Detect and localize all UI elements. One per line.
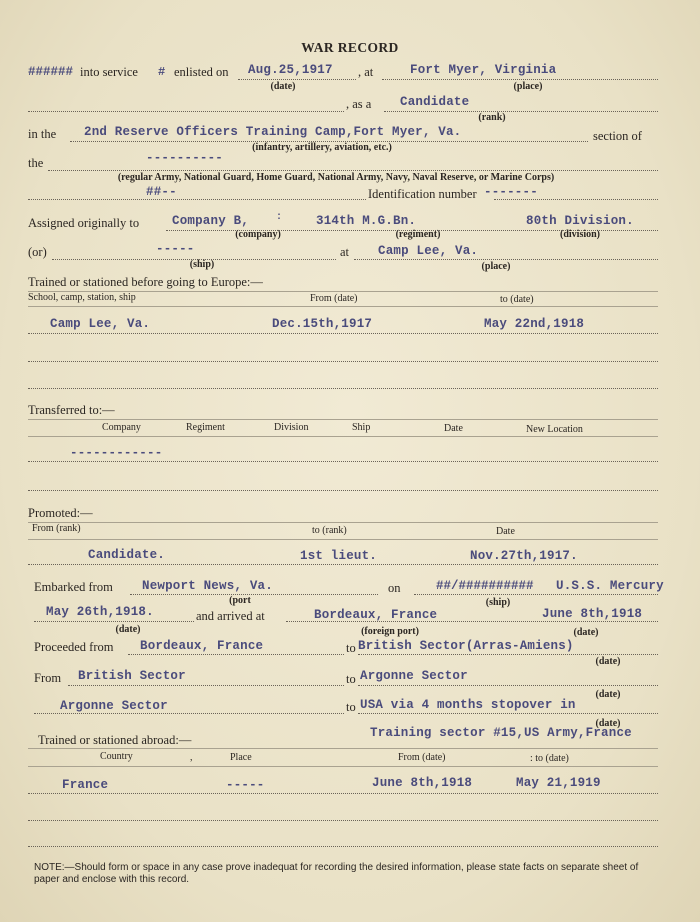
assigned-label: Assigned originally to <box>28 216 140 230</box>
division-caption: (division) <box>559 229 601 240</box>
school-line-2 <box>28 361 658 362</box>
trained-before-heading: Trained or stationed before going to Europe:— <box>28 275 263 289</box>
to2-place-value: USA via 4 months stopover in <box>360 698 576 712</box>
proceeded-to-label: to <box>346 641 356 655</box>
school-line-3 <box>28 388 658 389</box>
transfer-line-2 <box>28 490 658 491</box>
as-a-label: , as a <box>346 97 372 111</box>
to2-line <box>358 713 658 714</box>
transfer-line-1 <box>28 461 658 462</box>
abroad-line-1 <box>28 793 658 794</box>
ship-value: ----- <box>156 242 195 256</box>
enlisted-place-value: Fort Myer, Virginia <box>410 63 557 77</box>
embark-date-value: May 26th,1918. <box>46 605 154 619</box>
arrived-date-value: June 8th,1918 <box>542 607 643 621</box>
ship-place-value: Camp Lee, Va. <box>378 244 479 258</box>
promo-to-header: to (rank) <box>312 525 347 536</box>
identification-number-label: Identification number <box>368 187 477 201</box>
port-caption: (port <box>229 595 251 606</box>
embark-date-caption: (date) <box>115 624 141 635</box>
proceeded-date-caption: (date) <box>595 656 621 667</box>
proceeded-to-line <box>358 654 658 655</box>
struck-entered-text: ###### <box>28 65 74 79</box>
school-line-1 <box>28 333 658 334</box>
row5-blank-line <box>28 199 366 200</box>
at-label: , at <box>358 65 374 79</box>
enlisted-date-line <box>238 79 356 80</box>
embark-struck-text: ##/########## <box>436 579 534 593</box>
enlisted-date-value: Aug.25,1917 <box>248 63 333 77</box>
transfer-header-rule <box>28 436 658 437</box>
embark-ship-caption: (ship) <box>485 597 511 608</box>
trained-abroad-heading: Trained or stationed abroad:— <box>38 733 192 747</box>
promo-to-value: 1st lieut. <box>300 549 378 563</box>
abroad-to-header: : to (date) <box>530 753 569 764</box>
abroad-rule <box>28 748 658 749</box>
abroad-comma: , <box>190 752 193 763</box>
regiment-caption: (regiment) <box>395 229 441 240</box>
id-number-line <box>494 199 658 200</box>
abroad-place-value: ----- <box>226 778 265 792</box>
rank-value: Candidate <box>400 95 470 109</box>
abroad-country-value: France <box>62 778 109 792</box>
abroad-from-header: From (date) <box>398 752 446 763</box>
service-value: ---------- <box>146 151 224 165</box>
the-label: the <box>28 156 44 170</box>
branch-caption: (infantry, artillery, aviation, etc.) <box>252 142 392 153</box>
promoted-rule <box>28 522 658 523</box>
from-to-line <box>358 685 658 686</box>
from-date-header: From (date) <box>310 293 358 304</box>
promo-date-value: Nov.27th,1917. <box>470 549 578 563</box>
rank-caption: (rank) <box>478 112 506 123</box>
transfer-ship-header: Ship <box>352 422 371 433</box>
school-value: Camp Lee, Va. <box>50 317 151 331</box>
to-date-header: to (date) <box>500 294 534 305</box>
school-from-value: Dec.15th,1917 <box>272 317 373 331</box>
rank-line <box>384 111 658 112</box>
division-value: 80th Division. <box>526 214 634 228</box>
promo-header-rule <box>28 539 658 540</box>
id-number-value: ------- <box>484 185 538 199</box>
company-tick: : <box>276 212 283 223</box>
place-caption-2: (place) <box>481 261 511 272</box>
service-line <box>48 170 658 171</box>
to2-date-caption: (date) <box>595 718 621 729</box>
transfer-company-header: Company <box>102 422 141 433</box>
at-label-2: at <box>340 245 350 259</box>
to2-label: to <box>346 700 356 714</box>
from-to-label: to <box>346 672 356 686</box>
embark-ship-value: U.S.S. Mercury <box>556 579 664 593</box>
school-header: School, camp, station, ship <box>28 292 136 303</box>
transferred-heading: Transferred to:— <box>28 403 115 417</box>
transfer-regiment-header: Regiment <box>186 422 225 433</box>
transfer-value: ------------ <box>70 446 163 460</box>
ship-place-line <box>354 259 658 260</box>
stopover-value: Training sector #15,US Army,France <box>370 726 632 740</box>
date-caption: (date) <box>270 81 296 92</box>
row5-dash-value: ##-- <box>146 185 177 199</box>
embark-port-value: Newport News, Va. <box>142 579 273 593</box>
embark-port-line <box>130 594 378 595</box>
promo-from-value: Candidate. <box>88 548 166 562</box>
promo-date-header: Date <box>496 526 515 537</box>
abroad-from-value: June 8th,1918 <box>372 776 473 790</box>
ship-caption: (ship) <box>189 259 215 270</box>
from-line <box>68 685 344 686</box>
row2-blank-line <box>28 111 344 112</box>
row-from2-line <box>34 713 344 714</box>
enlisted-on-label: enlisted on <box>174 65 229 79</box>
proceeded-from-label: Proceeded from <box>34 640 114 654</box>
embark-date-line <box>34 621 194 622</box>
transferred-rule <box>28 419 658 420</box>
abroad-to-value: May 21,1919 <box>516 776 601 790</box>
service-caption: (regular Army, National Guard, Home Guard, National Army, Navy, Naval Reserve, or Marine Corps) <box>117 172 555 183</box>
transfer-location-header: New Location <box>526 424 583 435</box>
company-caption: (company) <box>235 229 281 240</box>
promo-line <box>28 564 658 565</box>
transfer-division-header: Division <box>274 422 309 433</box>
abroad-country-header: Country <box>100 751 133 762</box>
embark-ship-line <box>414 594 658 595</box>
abroad-line-2 <box>28 820 658 821</box>
proceeded-from-value: Bordeaux, France <box>140 639 264 653</box>
company-value: Company B, <box>172 214 250 228</box>
regiment-value: 314th M.G.Bn. <box>316 214 417 228</box>
footnote: NOTE:—Should form or space in any case prove inadequat for recording the desired information, please state facts on separate sheet of paper and enclose with this record. <box>34 862 639 885</box>
foreign-port-caption: (foreign port) <box>361 626 419 637</box>
to-place-value: Argonne Sector <box>360 669 468 683</box>
camp-value: 2nd Reserve Officers Training Camp,Fort Myer, Va. <box>84 125 462 139</box>
school-to-value: May 22nd,1918 <box>484 317 585 331</box>
embarked-from-label: Embarked from <box>34 580 113 594</box>
from2-place-value: Argonne Sector <box>60 699 168 713</box>
or-label: (or) <box>28 245 47 259</box>
proceeded-from-line <box>128 654 344 655</box>
promo-from-header: From (rank) <box>32 523 81 534</box>
from-label: From <box>34 671 62 685</box>
abroad-line-3 <box>28 846 658 847</box>
abroad-header-rule <box>28 766 658 767</box>
arrived-date-caption: (date) <box>573 627 599 638</box>
promoted-heading: Promoted:— <box>28 506 93 520</box>
proceeded-to-value: British Sector(Arras-Amiens) <box>358 639 574 653</box>
transfer-date-header: Date <box>444 423 463 434</box>
page-title: WAR RECORD <box>301 40 399 55</box>
from-date-caption: (date) <box>595 689 621 700</box>
arrived-at-label: and arrived at <box>196 609 265 623</box>
struck-or-text: # <box>158 65 166 79</box>
into-service-label: into service <box>80 65 138 79</box>
section-of-label: section of <box>593 129 642 143</box>
arrived-port-value: Bordeaux, France <box>314 608 438 622</box>
enlisted-place-line <box>382 79 658 80</box>
place-caption: (place) <box>513 81 543 92</box>
from-place-value: British Sector <box>78 669 186 683</box>
school-header-rule <box>28 306 658 307</box>
in-the-label: in the <box>28 127 57 141</box>
on-label: on <box>388 581 401 595</box>
abroad-place-header: Place <box>230 752 252 763</box>
